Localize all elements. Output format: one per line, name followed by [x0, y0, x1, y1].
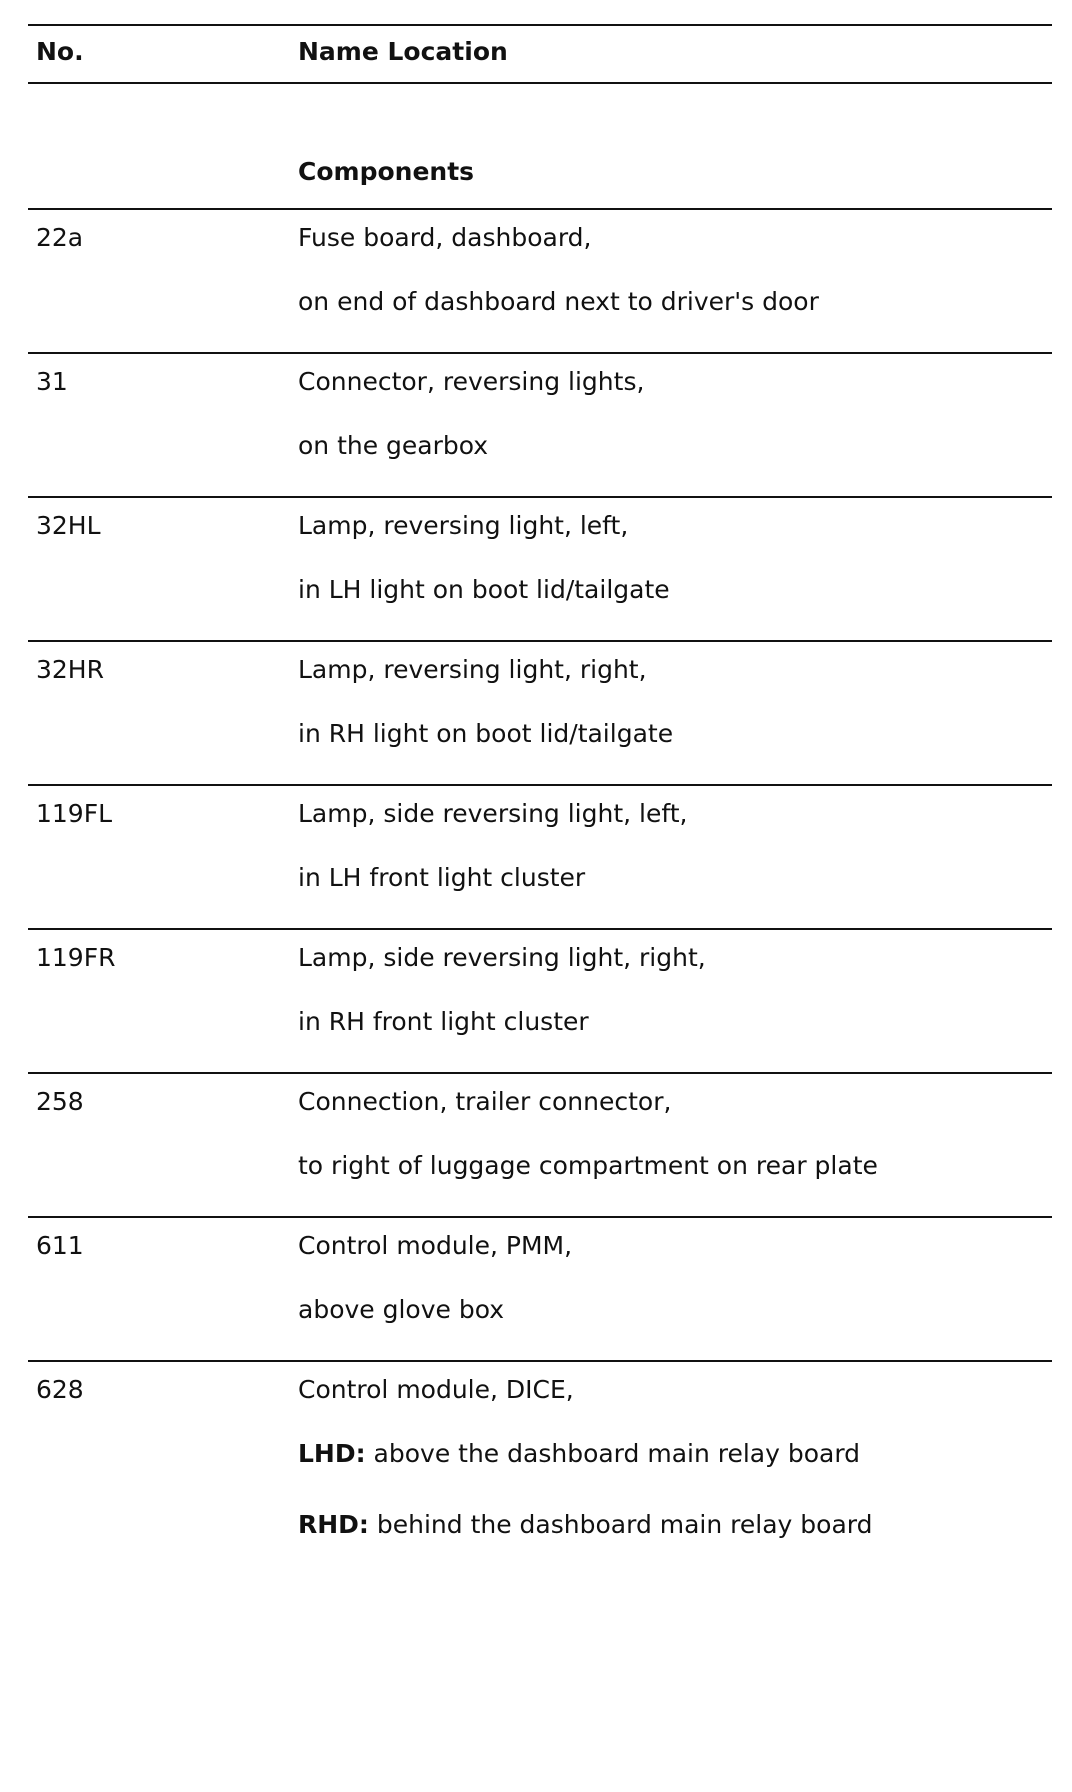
table-row — [28, 498, 1052, 640]
section-title: Components — [298, 157, 475, 186]
row-no: 119FL — [36, 799, 113, 828]
section-heading-row — [28, 84, 1052, 208]
lhd-location: above the dashboard main relay board — [365, 1439, 861, 1468]
row-name: Control module, DICE, — [298, 1375, 574, 1404]
row-no: 119FR — [36, 943, 116, 972]
row-location: on the gearbox — [298, 431, 489, 460]
table-row — [28, 1074, 1052, 1216]
row-name: Lamp, side reversing light, left, — [298, 799, 688, 828]
row-name: Connection, trailer connector, — [298, 1087, 672, 1116]
row-location: in RH front light cluster — [298, 1007, 589, 1036]
row-name: Lamp, reversing light, right, — [298, 655, 647, 684]
header-name-location: Name Location — [298, 37, 508, 66]
row-location: on end of dashboard next to driver's door — [298, 287, 819, 316]
table-row — [28, 210, 1052, 352]
row-no: 31 — [36, 367, 68, 396]
row-name: Lamp, reversing light, left, — [298, 511, 629, 540]
row-location-rhd — [298, 1509, 872, 1541]
row-location: in RH light on boot lid/tailgate — [298, 719, 674, 748]
table-header-row — [28, 26, 1052, 82]
table-row — [28, 1218, 1052, 1360]
row-location: in LH light on boot lid/tailgate — [298, 575, 670, 604]
table-row — [28, 1362, 1052, 1582]
table-row — [28, 930, 1052, 1072]
component-location-table — [28, 24, 1052, 1582]
row-name: Connector, reversing lights, — [298, 367, 645, 396]
row-no: 628 — [36, 1375, 84, 1404]
row-no: 32HR — [36, 655, 104, 684]
row-no: 32HL — [36, 511, 101, 540]
header-no: No. — [36, 37, 84, 66]
row-no: 611 — [36, 1231, 84, 1260]
row-name: Lamp, side reversing light, right, — [298, 943, 706, 972]
lhd-label: LHD: — [298, 1439, 366, 1468]
row-location: to right of luggage compartment on rear plate — [298, 1151, 878, 1180]
row-location: above glove box — [298, 1295, 505, 1324]
table-row — [28, 786, 1052, 928]
row-location: in LH front light cluster — [298, 863, 586, 892]
table-row — [28, 354, 1052, 496]
row-name: Fuse board, dashboard, — [298, 223, 592, 252]
row-no: 258 — [36, 1087, 84, 1116]
table-row — [28, 642, 1052, 784]
row-name: Control module, PMM, — [298, 1231, 573, 1260]
row-location-lhd — [298, 1438, 860, 1470]
row-no: 22a — [36, 223, 84, 252]
rhd-location: behind the dashboard main relay board — [368, 1510, 873, 1539]
rhd-label: RHD: — [298, 1510, 369, 1539]
